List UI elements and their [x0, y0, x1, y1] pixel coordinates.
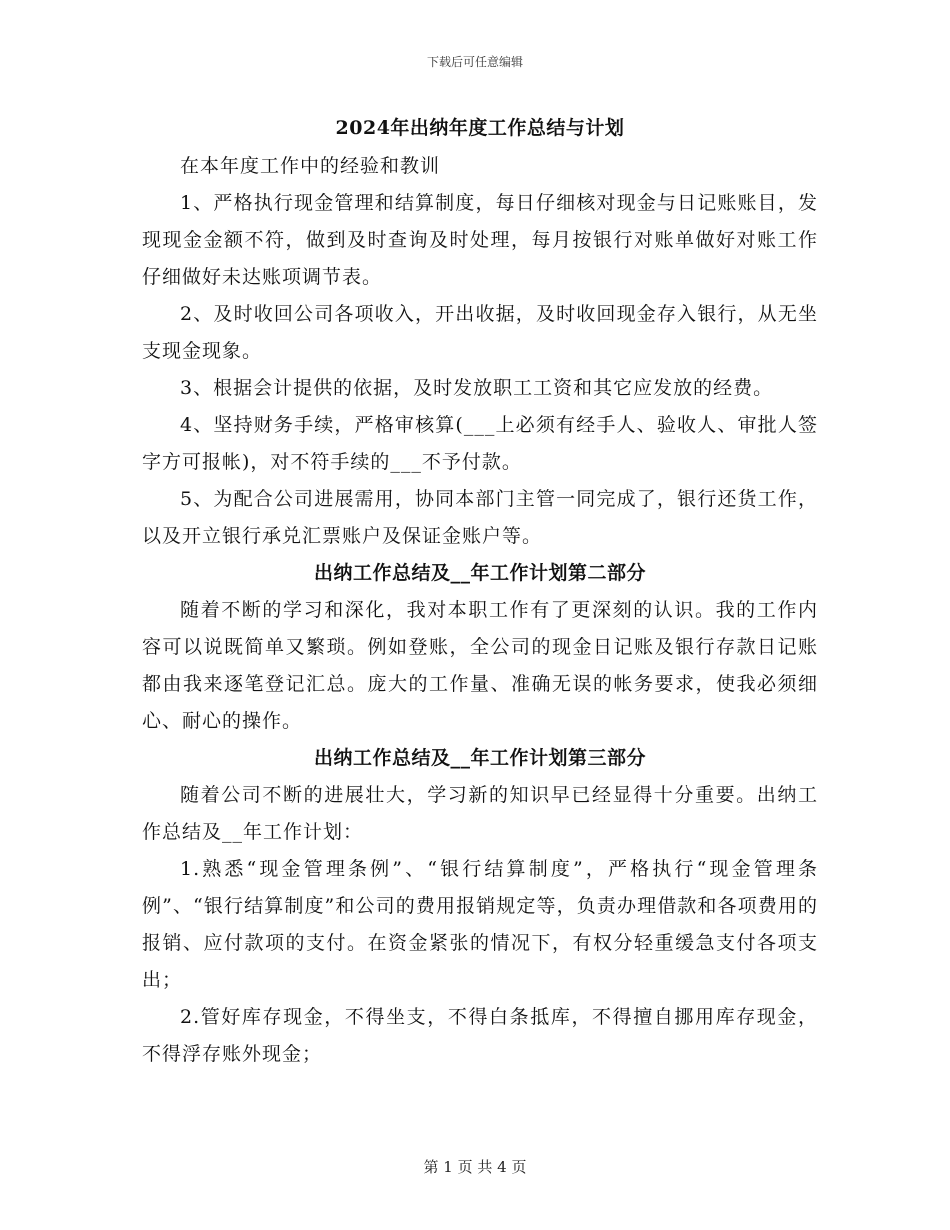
- document-body: [142, 112, 818, 1073]
- paragraph: 5、为配合公司进展需用，协同本部门主管一同完成了，银行还货工作，以及开立银行承兑汇票账户及保证金账户等。: [142, 488, 818, 547]
- paragraph: 随着不断的学习和深化，我对本职工作有了更深刻的认识。我的工作内容可以说既简单又繁琐。例如登账，全公司的现金日记账及银行存款日记账都由我来逐笔登记汇总。庞大的工作量、准确无误的帐务要求，使我必须细心、耐心的操作。: [142, 599, 818, 732]
- header-note: 下载后可任意编辑: [426, 55, 523, 69]
- document-title: 2024年出纳年度工作总结与计划: [335, 117, 625, 139]
- paragraph: 2.管好库存现金，不得坐支，不得白条抵库，不得擅自挪用库存现金，不得浮存账外现金；: [142, 1006, 818, 1065]
- paragraph: 4、坚持财务手续，严格审核算(___上必须有经手人、验收人、审批人签字方可报帐)，对不符手续的___不予付款。: [142, 414, 818, 473]
- paragraph: 3、根据会计提供的依据，及时发放职工工资和其它应发放的经费。: [180, 377, 774, 399]
- paragraph: 随着公司不断的进展壮大，学习新的知识早已经显得十分重要。出纳工作总结及__年工作计划：: [142, 784, 818, 843]
- paragraph: 1、严格执行现金管理和结算制度，每日仔细核对现金与日记账账目，发现现金金额不符，做到及时查询及时处理，每月按银行对账单做好对账工作仔细做好未达账项调节表。: [142, 192, 818, 288]
- page-number: 第 1 页 共 4 页: [423, 1158, 527, 1176]
- paragraph: 2、及时收回公司各项收入，开出收据，及时收回现金存入银行，从无坐支现金现象。: [142, 303, 818, 362]
- section-title: 出纳工作总结及__年工作计划第二部分: [313, 562, 646, 584]
- paragraph: 1.熟悉“现金管理条例”、“银行结算制度”，严格执行“现金管理条例”、“银行结算制度”和公司的费用报销规定等，负责办理借款和各项费用的报销、应付款项的支付。在资金紧张的情况下，有权分轻重缓急支付各项支出；: [142, 858, 818, 991]
- section-title: 出纳工作总结及__年工作计划第三部分: [313, 747, 646, 769]
- paragraph: 在本年度工作中的经验和教训: [180, 155, 441, 177]
